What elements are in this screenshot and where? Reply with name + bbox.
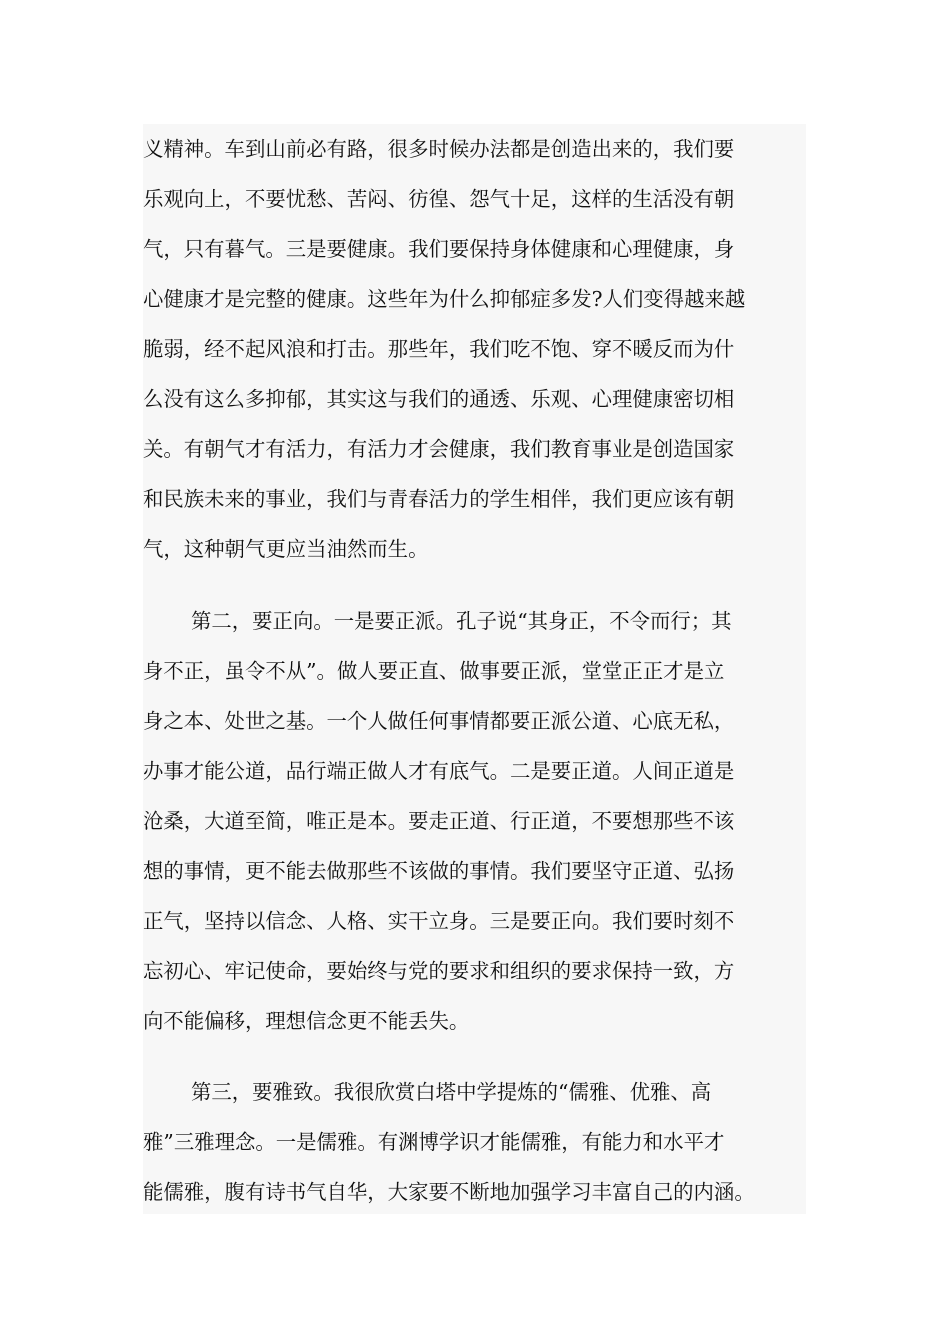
text-line: 心健康才是完整的健康。这些年为什么抑郁症多发?人们变得越来越 — [143, 287, 746, 311]
text-line: 义精神。车到山前必有路，很多时候办法都是创造出来的，我们要 — [143, 137, 735, 161]
text-line: 第二，要正向。一是要正派。孔子说“其身正，不令而行；其 — [191, 609, 732, 633]
text-line: 忘初心、牢记使命，要始终与党的要求和组织的要求保持一致，方 — [143, 959, 735, 983]
text-line: 气，只有暮气。三是要健康。我们要保持身体健康和心理健康，身 — [143, 237, 735, 261]
text-line: 关。有朝气才有活力，有活力才会健康，我们教育事业是创造国家 — [143, 437, 735, 461]
text-line: 沧桑，大道至简，唯正是本。要走正道、行正道，不要想那些不该 — [143, 809, 735, 833]
text-line: 第三，要雅致。我很欣赏白塔中学提炼的“儒雅、优雅、高 — [191, 1080, 712, 1104]
text-line: 身不正，虽令不从”。做人要正直、做事要正派，堂堂正正才是立 — [143, 659, 725, 683]
text-line: 雅”三雅理念。一是儒雅。有渊博学识才能儒雅，有能力和水平才 — [143, 1130, 725, 1154]
paragraph-vitality — [143, 124, 806, 574]
paragraph-third-point — [143, 1067, 806, 1217]
text-line: 正气，坚持以信念、人格、实干立身。三是要正向。我们要时刻不 — [143, 909, 735, 933]
text-line: 办事才能公道，品行端正做人才有底气。二是要正道。人间正道是 — [143, 759, 735, 783]
text-line: 和民族未来的事业，我们与青春活力的学生相伴，我们更应该有朝 — [143, 487, 735, 511]
text-line: 身之本、处世之基。一个人做任何事情都要正派公道、心底无私， — [143, 709, 735, 733]
text-line: 能儒雅，腹有诗书气自华，大家要不断地加强学习丰富自己的内涵。 — [143, 1180, 755, 1204]
text-line: 气，这种朝气更应当油然而生。 — [143, 537, 429, 561]
text-line: 乐观向上，不要忧愁、苦闷、彷徨、怨气十足，这样的生活没有朝 — [143, 187, 735, 211]
paragraph-second-point — [143, 596, 806, 1046]
document-text-block — [143, 124, 806, 1214]
text-line: 么没有这么多抑郁，其实这与我们的通透、乐观、心理健康密切相 — [143, 387, 735, 411]
text-line: 向不能偏移，理想信念更不能丢失。 — [143, 1009, 470, 1033]
text-line: 想的事情，更不能去做那些不该做的事情。我们要坚守正道、弘扬 — [143, 859, 735, 883]
text-line: 脆弱，经不起风浪和打击。那些年，我们吃不饱、穿不暖反而为什 — [143, 337, 735, 361]
